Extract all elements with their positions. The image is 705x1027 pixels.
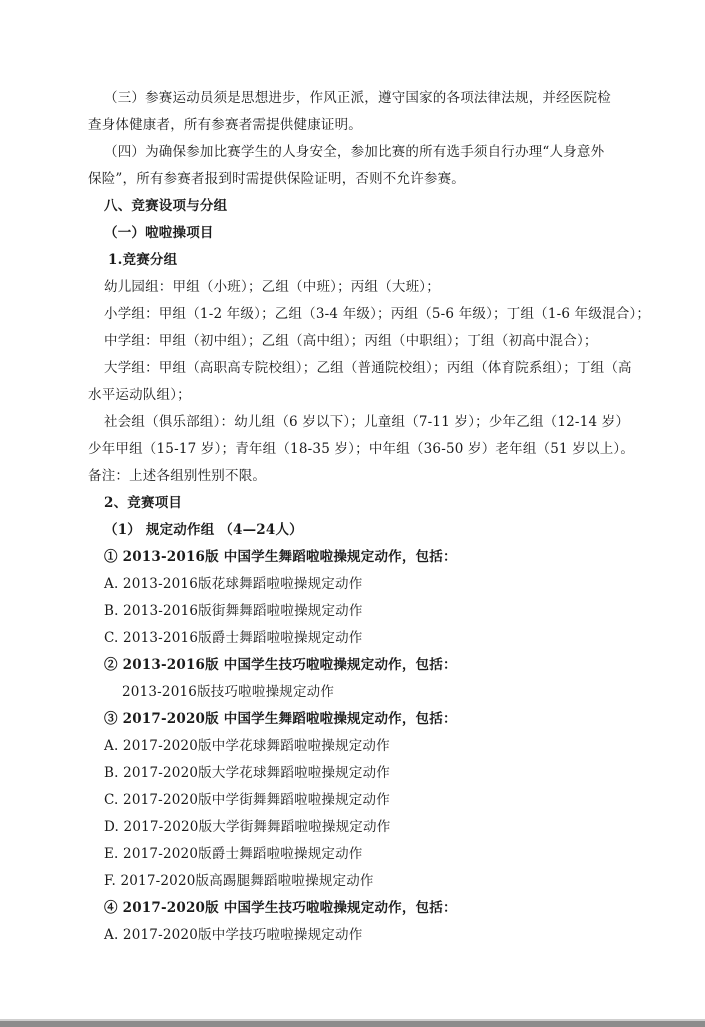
- section-8-heading: 八、竞赛设项与分组: [104, 198, 228, 214]
- item-3-f: F. 2017-2020版高踢腿舞蹈啦啦操规定动作: [104, 873, 374, 889]
- item-3-a: A. 2017-2020版中学花球舞蹈啦啦操规定动作: [104, 738, 390, 754]
- paragraph-4-line-1: （四）为确保参加比赛学生的人身安全，参加比赛的所有选手须自行办理“人身意外: [104, 144, 605, 160]
- item-4-title: ④ 2017-2020版 中国学生技巧啦啦操规定动作，包括：: [104, 900, 457, 916]
- group-society-line-2: 少年甲组（15-17 岁）；青年组（18-35 岁）；中年组（36-50 岁）老年组（51 岁以上）。: [88, 441, 635, 457]
- groups-note: 备注：上述各组别性别不限。: [88, 468, 267, 484]
- page-bottom-edge: [0, 1021, 705, 1027]
- group-middle: 中学组：甲组（初中组）；乙组（高中组）；丙组（中职组）；丁组（初高中混合）；: [104, 333, 598, 349]
- item-1-b: B. 2013-2016版街舞舞蹈啦啦操规定动作: [104, 603, 363, 619]
- paragraph-3-line-2: 查身体健康者，所有参赛者需提供健康证明。: [88, 117, 362, 133]
- item-3-title: ③ 2017-2020版 中国学生舞蹈啦啦操规定动作，包括：: [104, 711, 457, 727]
- group-society-line-1: 社会组（俱乐部组）：幼儿组（6 岁以下）；儿童组（7-11 岁）；少年乙组（12-14 岁）: [104, 414, 630, 430]
- subsection-cheerleading-heading: （一）啦啦操项目: [104, 225, 214, 241]
- group-university-line-2: 水平运动队组）；: [88, 387, 191, 403]
- item-3-e: E. 2017-2020版爵士舞蹈啦啦操规定动作: [104, 846, 363, 862]
- paragraph-3-line-1: （三）参赛运动员须是思想进步，作风正派，遵守国家的各项法律法规，并经医院检: [104, 90, 611, 106]
- item-1-c: C. 2013-2016版爵士舞蹈啦啦操规定动作: [104, 630, 363, 646]
- group-kindergarten: 幼儿园组：甲组（小班）；乙组（中班）；丙组（大班）；: [104, 279, 440, 295]
- events-heading: 2、竞赛项目: [104, 495, 183, 511]
- item-1-a: A. 2013-2016版花球舞蹈啦啦操规定动作: [104, 576, 363, 592]
- group-primary: 小学组：甲组（1-2 年级）；乙组（3-4 年级）；丙组（5-6 年级）；丁组（1-6 年级混合）；: [104, 306, 651, 322]
- compulsory-group-heading: （1） 规定动作组 （4—24人）: [104, 522, 303, 538]
- competition-groups-heading: 1.竞赛分组: [108, 252, 178, 268]
- item-3-c: C. 2017-2020版中学街舞舞蹈啦啦操规定动作: [104, 792, 390, 808]
- item-3-b: B. 2017-2020版大学花球舞蹈啦啦操规定动作: [104, 765, 390, 781]
- item-2-a: 2013-2016版技巧啦啦操规定动作: [122, 684, 335, 700]
- paragraph-4-line-2: 保险”，所有参赛者报到时需提供保险证明，否则不允许参赛。: [88, 171, 466, 187]
- item-1-title: ① 2013-2016版 中国学生舞蹈啦啦操规定动作，包括：: [104, 549, 457, 565]
- item-4-a: A. 2017-2020版中学技巧啦啦操规定动作: [104, 927, 363, 943]
- item-2-title: ② 2013-2016版 中国学生技巧啦啦操规定动作，包括：: [104, 657, 457, 673]
- item-3-d: D. 2017-2020版大学街舞舞蹈啦啦操规定动作: [104, 819, 391, 835]
- group-university-line-1: 大学组：甲组（高职高专院校组）；乙组（普通院校组）；丙组（体育院系组）；丁组（高: [104, 360, 632, 376]
